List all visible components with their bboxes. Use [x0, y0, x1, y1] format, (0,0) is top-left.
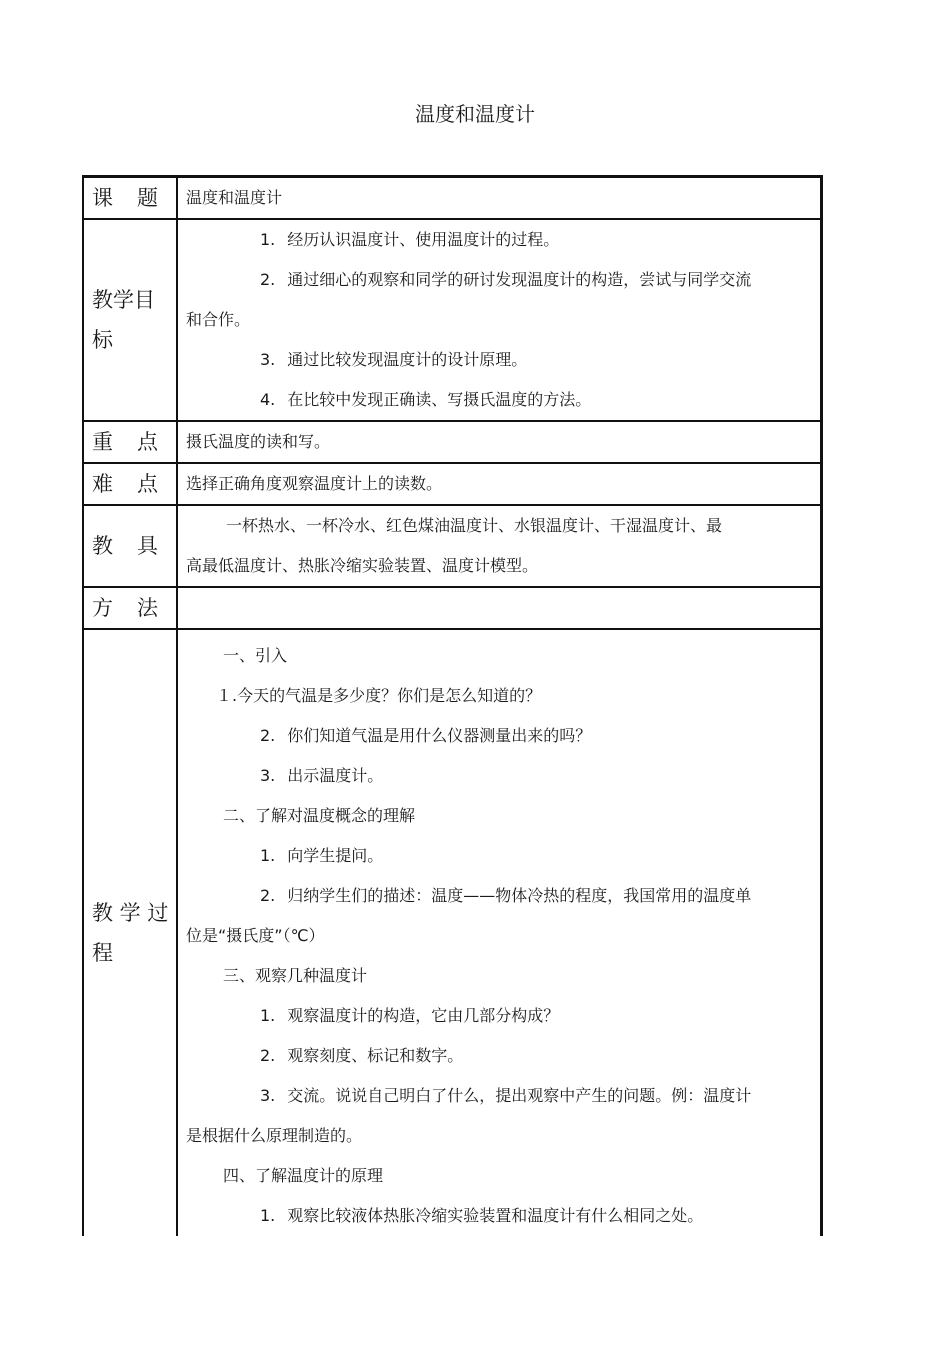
- value-method: [177, 587, 822, 629]
- objective-item: 3. 通过比较发现温度计的设计原理。: [260, 350, 528, 369]
- row-topic: [83, 177, 822, 220]
- document-title: 温度和温度计: [415, 102, 535, 126]
- label-objectives: 教学目 标: [83, 219, 177, 421]
- process-heading: 二、了解对温度概念的理解: [223, 806, 416, 825]
- process-item: 3. 交流。说说自己明白了什么，提出观察中产生的问题。例：温度计: [260, 1086, 752, 1105]
- value-difficulty: 选择正确角度观察温度计上的读数。: [177, 463, 822, 505]
- row-method: [83, 587, 822, 629]
- label-key-point: 重 点: [83, 421, 177, 463]
- process-item-continued: 是根据什么原理制造的。: [186, 1126, 363, 1145]
- row-objectives: [83, 219, 822, 421]
- process-heading: 一、引入: [223, 646, 288, 665]
- process-item: 3. 出示温度计。: [260, 766, 384, 785]
- objective-item: 2. 通过细心的观察和同学的研讨发现温度计的构造，尝试与同学交流: [260, 270, 752, 289]
- label-method: 方 法: [83, 587, 177, 629]
- process-item: 2. 归纳学生们的描述：温度——物体冷热的程度，我国常用的温度单: [260, 886, 752, 905]
- objective-item-continued: 和合作。: [186, 310, 251, 329]
- row-process: [83, 629, 822, 1236]
- process-item: 1. 观察比较液体热胀冷缩实验装置和温度计有什么相同之处。: [260, 1206, 704, 1225]
- row-key-point: [83, 421, 822, 463]
- label-tools: 教 具: [83, 505, 177, 587]
- process-item: 2. 观察刻度、标记和数字。: [260, 1046, 464, 1065]
- process-item: 2. 你们知道气温是用什么仪器测量出来的吗？: [260, 726, 592, 745]
- process-heading: 三、观察几种温度计: [223, 966, 368, 985]
- lesson-plan-table: [82, 175, 823, 1236]
- row-tools: [83, 505, 822, 587]
- label-process: 教 学 过 程: [83, 629, 177, 1236]
- process-item: 1. 向学生提问。: [260, 846, 384, 865]
- objective-item: 4. 在比较中发现正确读、写摄氏温度的方法。: [260, 390, 592, 409]
- row-difficulty: [83, 463, 822, 505]
- process-heading: 四、了解温度计的原理: [223, 1166, 384, 1185]
- value-key-point: 摄氏温度的读和写。: [177, 421, 822, 463]
- label-topic: 课 题: [83, 177, 177, 220]
- value-topic: 温度和温度计: [177, 177, 822, 220]
- process-item-continued: 位是“摄氏度”（℃）: [186, 926, 325, 945]
- objectives-list: [177, 219, 822, 421]
- process-item: 1. 观察温度计的构造，它由几部分构成？: [260, 1006, 560, 1025]
- label-difficulty: 难 点: [83, 463, 177, 505]
- process-item: １.今天的气温是多少度？你们是怎么知道的？: [216, 686, 542, 705]
- objective-item: 1. 经历认识温度计、使用温度计的过程。: [260, 230, 560, 249]
- value-tools: 一杯热水、一杯冷水、红色煤油温度计、水银温度计、干湿温度计、最 高最低温度计、热胀冷缩实验装置、温度计模型。: [177, 505, 822, 587]
- process-steps: [177, 629, 822, 1236]
